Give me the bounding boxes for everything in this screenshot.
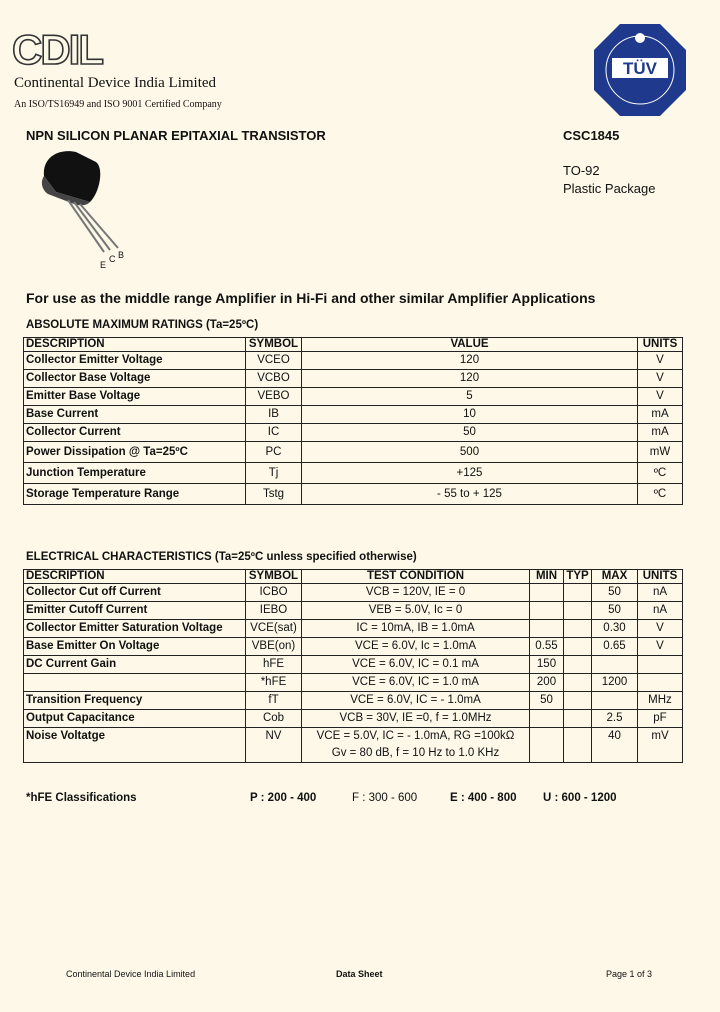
typ-cell — [564, 710, 592, 728]
elec-title: ELECTRICAL CHARACTERISTICS (Ta=25ºC unless specified otherwise) — [26, 551, 417, 563]
elec-header-cell: TEST CONDITION — [302, 570, 530, 584]
description-cell: Transition Frequency — [24, 692, 246, 710]
value-cell: 120 — [302, 352, 638, 370]
symbol-cell: Tj — [246, 463, 302, 484]
class-f: F : 300 - 600 — [352, 792, 418, 804]
pin-label-c: C — [109, 254, 116, 264]
test-condition-cell: VCB = 120V, IE = 0 — [302, 584, 530, 602]
unit-cell: V — [638, 388, 683, 406]
description-cell: Collector Emitter Saturation Voltage — [24, 620, 246, 638]
test-condition-cell: VCE = 6.0V, IC = 0.1 mA — [302, 656, 530, 674]
symbol-cell: VBE(on) — [246, 638, 302, 656]
unit-cell: nA — [638, 584, 683, 602]
description-cell: Power Dissipation @ Ta=25ºC — [24, 442, 246, 463]
elec-row — [24, 710, 683, 728]
test-condition-cell: VCB = 30V, IE =0, f = 1.0MHz — [302, 710, 530, 728]
typ-cell — [564, 674, 592, 692]
symbol-cell: fT — [246, 692, 302, 710]
typ-cell — [564, 584, 592, 602]
min-cell — [530, 728, 564, 763]
symbol-cell: IC — [246, 424, 302, 442]
test-condition-cell: VCE = 6.0V, Ic = 1.0mA — [302, 638, 530, 656]
unit-cell: ºC — [638, 463, 683, 484]
test-condition-cell: VCE = 6.0V, IC = 1.0 mA — [302, 674, 530, 692]
hfe-classifications-label: *hFE Classifications — [26, 792, 137, 804]
symbol-cell: VCBO — [246, 370, 302, 388]
description-cell: Storage Temperature Range — [24, 484, 246, 505]
abs-row — [24, 463, 683, 484]
value-cell: 120 — [302, 370, 638, 388]
elec-header-cell: TYP — [564, 570, 592, 584]
pin-label-e: E — [100, 260, 107, 270]
symbol-cell: IB — [246, 406, 302, 424]
value-cell: - 55 to + 125 — [302, 484, 638, 505]
unit-cell: V — [638, 370, 683, 388]
footer-doc-type: Data Sheet — [336, 969, 383, 979]
abs-row — [24, 442, 683, 463]
test-condition-cell: IC = 10mA, IB = 1.0mA — [302, 620, 530, 638]
abs-header-cell: DESCRIPTION — [24, 338, 246, 352]
footer-page: Page 1 of 3 — [606, 969, 653, 979]
max-cell: 50 — [592, 584, 638, 602]
elec-row — [24, 674, 683, 692]
description-cell: Output Capacitance — [24, 710, 246, 728]
description-cell: Junction Temperature — [24, 463, 246, 484]
abs-row — [24, 424, 683, 442]
abs-header-cell: UNITS — [638, 338, 683, 352]
abs-row — [24, 352, 683, 370]
description-cell: Emitter Cutoff Current — [24, 602, 246, 620]
footer-company: Continental Device India Limited — [66, 969, 196, 979]
unit-cell — [638, 674, 683, 692]
abs-row — [24, 370, 683, 388]
symbol-cell: VEBO — [246, 388, 302, 406]
tuv-certification-badge — [592, 22, 688, 118]
min-cell: 50 — [530, 692, 564, 710]
elec-row — [24, 638, 683, 656]
package-type: Plastic Package — [563, 181, 656, 196]
elec-row — [24, 584, 683, 602]
tuv-text: TÜV — [623, 59, 657, 78]
description-cell: Base Emitter On Voltage — [24, 638, 246, 656]
typ-cell — [564, 638, 592, 656]
typ-cell — [564, 692, 592, 710]
elec-row — [24, 728, 683, 763]
description-cell: Emitter Base Voltage — [24, 388, 246, 406]
min-cell — [530, 584, 564, 602]
elec-table — [23, 569, 683, 763]
description-cell: Collector Cut off Current — [24, 584, 246, 602]
description-cell: DC Current Gain — [24, 656, 246, 674]
max-cell: 1200 — [592, 674, 638, 692]
symbol-cell: VCEO — [246, 352, 302, 370]
description-cell: Collector Base Voltage — [24, 370, 246, 388]
max-cell: 40 — [592, 728, 638, 763]
test-condition-line: VCE = 5.0V, IC = - 1.0mA, RG =100kΩ — [316, 730, 515, 742]
min-cell — [530, 602, 564, 620]
description-cell: Collector Current — [24, 424, 246, 442]
value-cell: +125 — [302, 463, 638, 484]
part-number: CSC1845 — [563, 128, 620, 143]
test-condition-line-2: Gv = 80 dB, f = 10 Hz to 1.0 KHz — [331, 747, 500, 759]
unit-cell: V — [638, 620, 683, 638]
max-cell: 0.30 — [592, 620, 638, 638]
abs-header-cell: SYMBOL — [246, 338, 302, 352]
min-cell — [530, 710, 564, 728]
application-description: For use as the middle range Amplifier in Hi-Fi and other similar Amplifier Applications — [26, 290, 596, 306]
elec-row — [24, 656, 683, 674]
symbol-cell: Cob — [246, 710, 302, 728]
elec-header-cell: DESCRIPTION — [24, 570, 246, 584]
unit-cell: V — [638, 638, 683, 656]
abs-row — [24, 406, 683, 424]
symbol-cell: hFE — [246, 656, 302, 674]
elec-header-cell: MAX — [592, 570, 638, 584]
symbol-cell: IEBO — [246, 602, 302, 620]
pin-label-b: B — [118, 250, 125, 260]
symbol-cell: VCE(sat) — [246, 620, 302, 638]
value-cell: 10 — [302, 406, 638, 424]
logo-text: CDIL — [12, 30, 102, 70]
unit-cell: mA — [638, 406, 683, 424]
elec-header-cell: UNITS — [638, 570, 683, 584]
typ-cell — [564, 620, 592, 638]
to92-package-drawing — [38, 148, 138, 270]
max-cell — [592, 656, 638, 674]
value-cell: 5 — [302, 388, 638, 406]
unit-cell — [638, 656, 683, 674]
min-cell: 150 — [530, 656, 564, 674]
symbol-cell: PC — [246, 442, 302, 463]
symbol-cell: Tstg — [246, 484, 302, 505]
unit-cell: mW — [638, 442, 683, 463]
max-cell: 2.5 — [592, 710, 638, 728]
test-condition-cell — [302, 728, 530, 763]
elec-header-row — [24, 570, 683, 584]
description-cell — [24, 674, 246, 692]
unit-cell: ºC — [638, 484, 683, 505]
max-cell: 50 — [592, 602, 638, 620]
abs-max-title: ABSOLUTE MAXIMUM RATINGS (Ta=25ºC) — [26, 319, 259, 331]
cdil-logo — [12, 30, 116, 70]
abs-header-row — [24, 338, 683, 352]
package-name: TO-92 — [563, 163, 600, 178]
min-cell: 200 — [530, 674, 564, 692]
abs-row — [24, 484, 683, 505]
max-cell — [592, 692, 638, 710]
unit-cell: V — [638, 352, 683, 370]
description-cell: Noise Voltatge — [24, 728, 246, 763]
unit-cell: pF — [638, 710, 683, 728]
unit-cell: MHz — [638, 692, 683, 710]
min-cell: 0.55 — [530, 638, 564, 656]
min-cell — [530, 620, 564, 638]
max-cell: 0.65 — [592, 638, 638, 656]
abs-row — [24, 388, 683, 406]
elec-row — [24, 692, 683, 710]
elec-row — [24, 602, 683, 620]
typ-cell — [564, 602, 592, 620]
symbol-cell: ICBO — [246, 584, 302, 602]
typ-cell — [564, 728, 592, 763]
elec-row — [24, 620, 683, 638]
value-cell: 500 — [302, 442, 638, 463]
product-title: NPN SILICON PLANAR EPITAXIAL TRANSISTOR — [26, 128, 326, 143]
elec-header-cell: SYMBOL — [246, 570, 302, 584]
symbol-cell: *hFE — [246, 674, 302, 692]
symbol-cell: NV — [246, 728, 302, 763]
typ-cell — [564, 656, 592, 674]
certification-line: An ISO/TS16949 and ISO 9001 Certified Company — [14, 99, 222, 110]
test-condition-cell: VCE = 6.0V, IC = - 1.0mA — [302, 692, 530, 710]
unit-cell: mV — [638, 728, 683, 763]
unit-cell: mA — [638, 424, 683, 442]
test-condition-cell: VEB = 5.0V, Ic = 0 — [302, 602, 530, 620]
description-cell: Base Current — [24, 406, 246, 424]
elec-header-cell: MIN — [530, 570, 564, 584]
description-cell: Collector Emitter Voltage — [24, 352, 246, 370]
unit-cell: nA — [638, 602, 683, 620]
value-cell: 50 — [302, 424, 638, 442]
class-e: E : 400 - 800 — [450, 792, 517, 804]
class-u: U : 600 - 1200 — [543, 792, 617, 804]
abs-max-table — [23, 337, 683, 505]
company-name: Continental Device India Limited — [14, 75, 217, 91]
class-p: P : 200 - 400 — [250, 792, 317, 804]
abs-header-cell: VALUE — [302, 338, 638, 352]
